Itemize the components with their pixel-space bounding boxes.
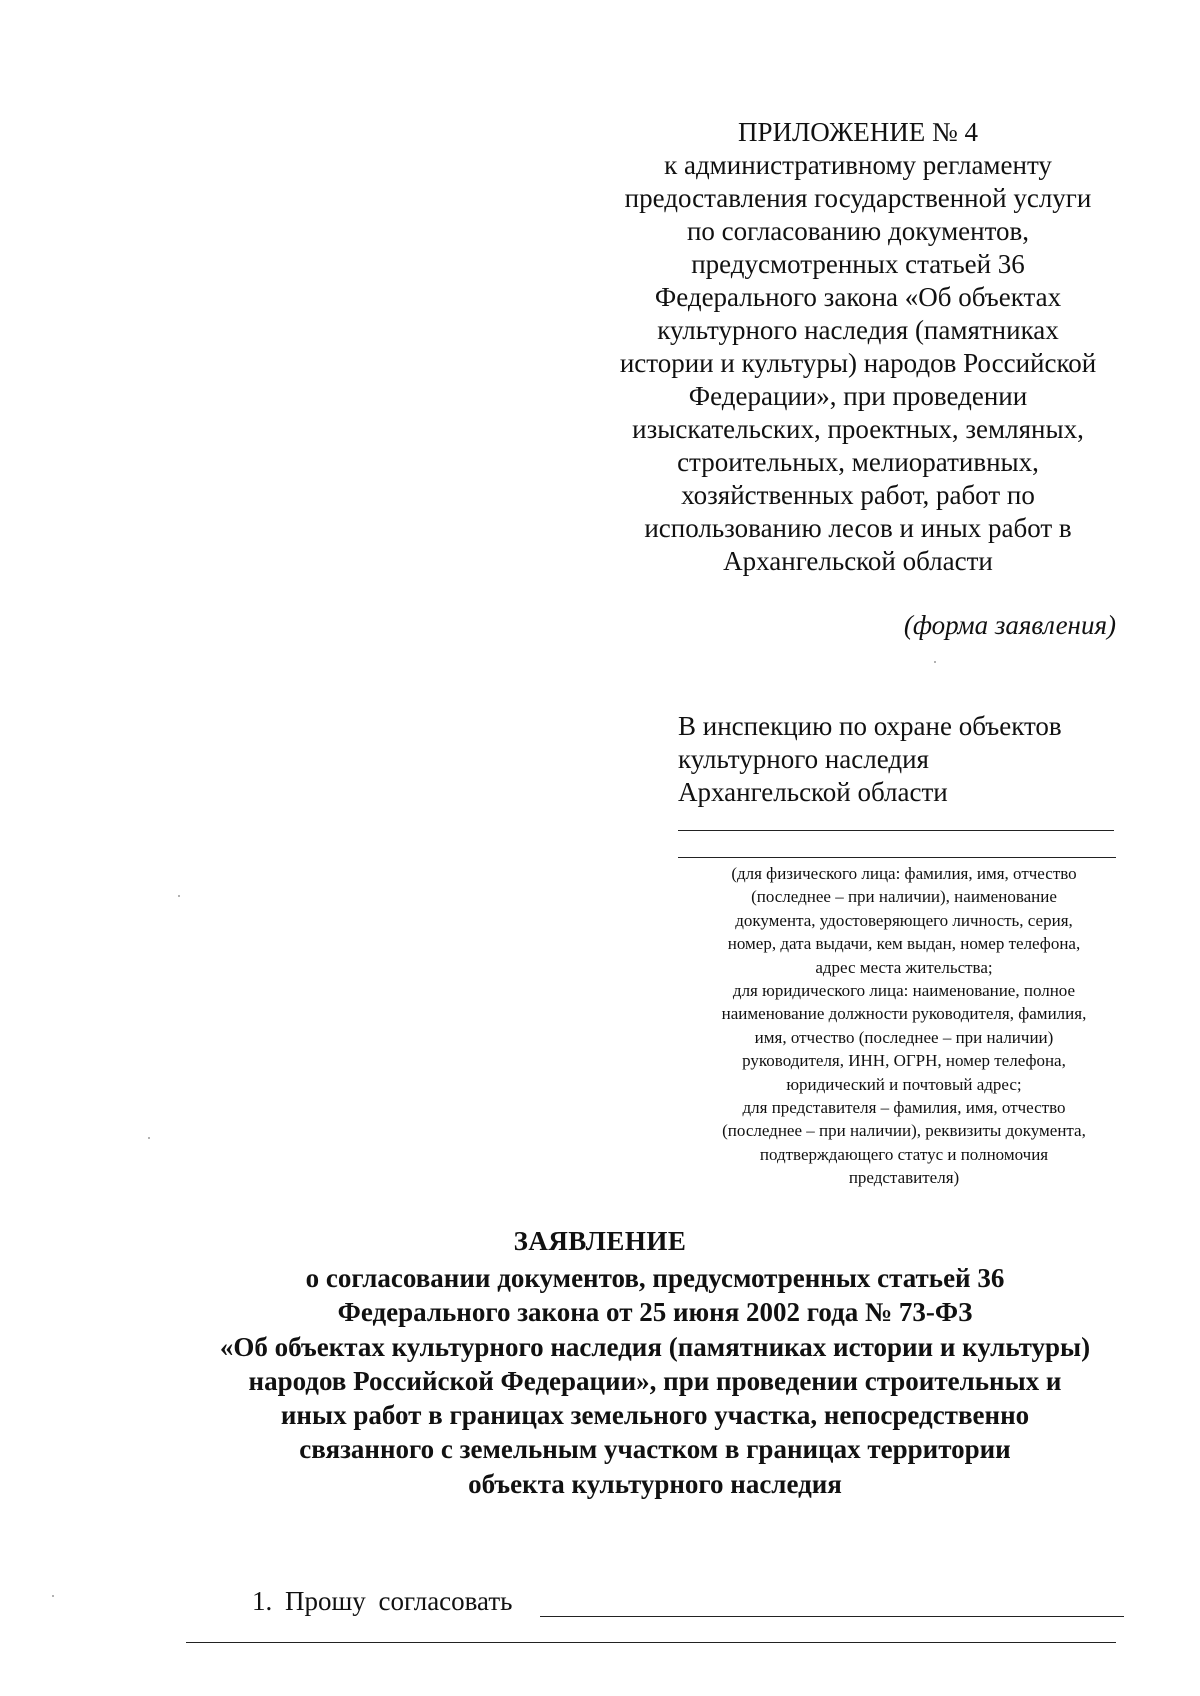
item-1-label — [252, 1586, 512, 1617]
hint-line: наименование должности руководителя, фамилия, — [721, 1004, 1087, 1024]
appendix-line: Федерального закона «Об объектах — [654, 282, 1062, 312]
appendix-line: строительных, мелиоративных, — [677, 447, 1039, 477]
hint-line: (для физического лица: фамилия, имя, отчество — [731, 864, 1077, 883]
appendix-line: культурного наследия (памятниках — [657, 315, 1059, 345]
hint-line: представителя) — [848, 1168, 960, 1188]
addressee-line: Архангельской области — [678, 777, 948, 807]
hint-line: документа, удостоверяющего личность, серия, — [735, 910, 1073, 930]
hint-line: адрес места жительства; — [815, 957, 993, 977]
appendix-line: Федерации», при проведении — [688, 381, 1028, 411]
hint-line: (последнее – при наличии), наименование — [751, 887, 1057, 907]
appendix-line: изыскательских, проектных, земляных, — [632, 414, 1084, 444]
applicant-fill-line — [678, 830, 1114, 831]
appendix-line: истории и культуры) народов Российской — [619, 348, 1097, 378]
request-fill-line — [186, 1642, 1116, 1643]
form-note: (форма заявления) — [903, 610, 1116, 640]
subtitle-line: связанного с земельным участком в границах территории — [299, 1434, 1011, 1465]
hint-line: имя, отчество (последнее – при наличии) — [754, 1027, 1054, 1047]
statement-subtitle — [130, 1261, 1180, 1501]
request-fill-line — [540, 1616, 1124, 1617]
appendix-line: использованию лесов и иных работ в — [644, 513, 1072, 543]
subtitle-line: «Об объектах культурного наследия (памятниках истории и культуры) — [219, 1331, 1091, 1362]
subtitle-line: народов Российской Федерации», при проведении строительных и — [248, 1365, 1062, 1396]
addressee-block — [678, 710, 1062, 809]
hint-line: для юридического лица: наименование, полное — [732, 981, 1076, 1001]
hint-line: номер, дата выдачи, кем выдан, номер телефона, — [727, 934, 1081, 954]
scan-speck — [52, 1595, 54, 1597]
statement-title: ЗАЯВЛЕНИЕ — [513, 1226, 687, 1256]
addressee-line: В инспекцию по охране объектов — [678, 711, 1062, 741]
addressee-line: культурного наследия — [678, 744, 929, 774]
subtitle-line: объекта культурного наследия — [468, 1468, 842, 1499]
appendix-header — [598, 116, 1118, 578]
applicant-fill-line — [678, 857, 1116, 858]
appendix-line: к административному регламенту — [664, 150, 1052, 180]
scan-speck — [934, 661, 936, 663]
subtitle-line: иных работ в границах земельного участка, непосредственно — [280, 1400, 1030, 1431]
appendix-line: предоставления государственной услуги — [624, 183, 1092, 213]
hint-line: руководителя, ИНН, ОГРН, номер телефона, — [742, 1051, 1066, 1071]
hint-line: юридический и почтовый адрес; — [786, 1074, 1022, 1094]
appendix-line: ПРИЛОЖЕНИЕ № 4 — [737, 117, 979, 147]
appendix-line: предусмотренных статьей 36 — [691, 249, 1025, 279]
appendix-line: хозяйственных работ, работ по — [681, 480, 1035, 510]
subtitle-line: о согласовании документов, предусмотренных статьей 36 — [305, 1263, 1005, 1293]
applicant-hint — [684, 862, 1124, 1190]
hint-line: для представителя – фамилия, имя, отчество — [742, 1098, 1066, 1118]
item-1-text: 1. Прошу согласовать — [252, 1586, 513, 1616]
scan-speck — [148, 1137, 150, 1139]
appendix-line: по согласованию документов, — [686, 216, 1030, 246]
hint-line: подтверждающего статус и полномочия — [759, 1144, 1049, 1164]
scan-speck — [178, 895, 180, 897]
hint-line: (последнее – при наличии), реквизиты документа, — [722, 1121, 1086, 1141]
subtitle-line: Федерального закона от 25 июня 2002 года № 73-ФЗ — [337, 1297, 973, 1328]
appendix-line: Архангельской области — [723, 546, 993, 576]
